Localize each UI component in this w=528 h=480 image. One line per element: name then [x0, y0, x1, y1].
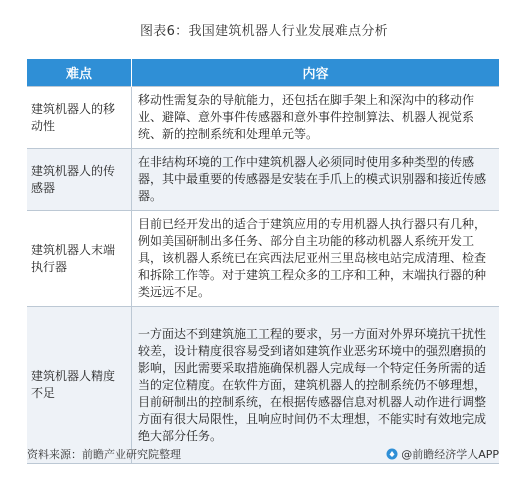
row-key: 建筑机器人精度不足 [27, 307, 132, 464]
brand-attribution [386, 446, 499, 462]
row-key: 建筑机器人的传感器 [27, 149, 132, 211]
header-content: 内容 [132, 59, 500, 87]
difficulty-table [27, 59, 499, 464]
brand-logo-icon [386, 448, 398, 460]
source-note: 资料来源：前瞻产业研究院整理 [27, 448, 181, 461]
chart-title: 图表6：我国建筑机器人行业发展难点分析 [140, 24, 388, 39]
brand-text: @前瞻经济学人APP [401, 448, 499, 461]
table-row [27, 211, 499, 307]
row-content: 一方面达不到建筑施工工程的要求，另一方面对外界环境抗干扰性较差，设计精度很容易受到诸如建筑作业恶劣环境中的强烈磨损的影响，因此需要采取措施确保机器人完成每一个特定任务所需的适当的定位精度。在软件方面，建筑机器人的控制系统仍不够理想，目前研制出的控制系统，在根据传感器信息对机器人动作进行调整方面有很大局限性，且响应时间仍不太理想，不能实时有效地完成绝大部分任务。 [132, 307, 500, 464]
header-difficulty: 难点 [27, 59, 132, 87]
row-content: 在非结构环境的工作中建筑机器人必须同时使用多种类型的传感器，其中最重要的传感器是安装在手爪上的模式识别器和接近传感器。 [132, 149, 500, 211]
row-key: 建筑机器人末端执行器 [27, 211, 132, 307]
table-row [27, 307, 499, 464]
row-key: 建筑机器人的移动性 [27, 87, 132, 149]
table-row [27, 87, 499, 149]
row-content: 移动性需复杂的导航能力，还包括在脚手架上和深沟中的移动作业、避障、意外事件传感器和意外事件控制算法、机器人视觉系统、新的控制系统和处理单元等。 [132, 87, 500, 149]
row-content: 目前已经开发出的适合于建筑应用的专用机器人执行器只有几种，例如美国研制出多任务、部分自主功能的移动机器人系统开发工具，该机器人系统已在宾西法尼亚州三里岛核电站完成清理、检查和拆除工作等。对于建筑工程众多的工序和工种，末端执行器的种类远远不足。 [132, 211, 500, 307]
table-row [27, 149, 499, 211]
table-header-row [27, 59, 499, 87]
